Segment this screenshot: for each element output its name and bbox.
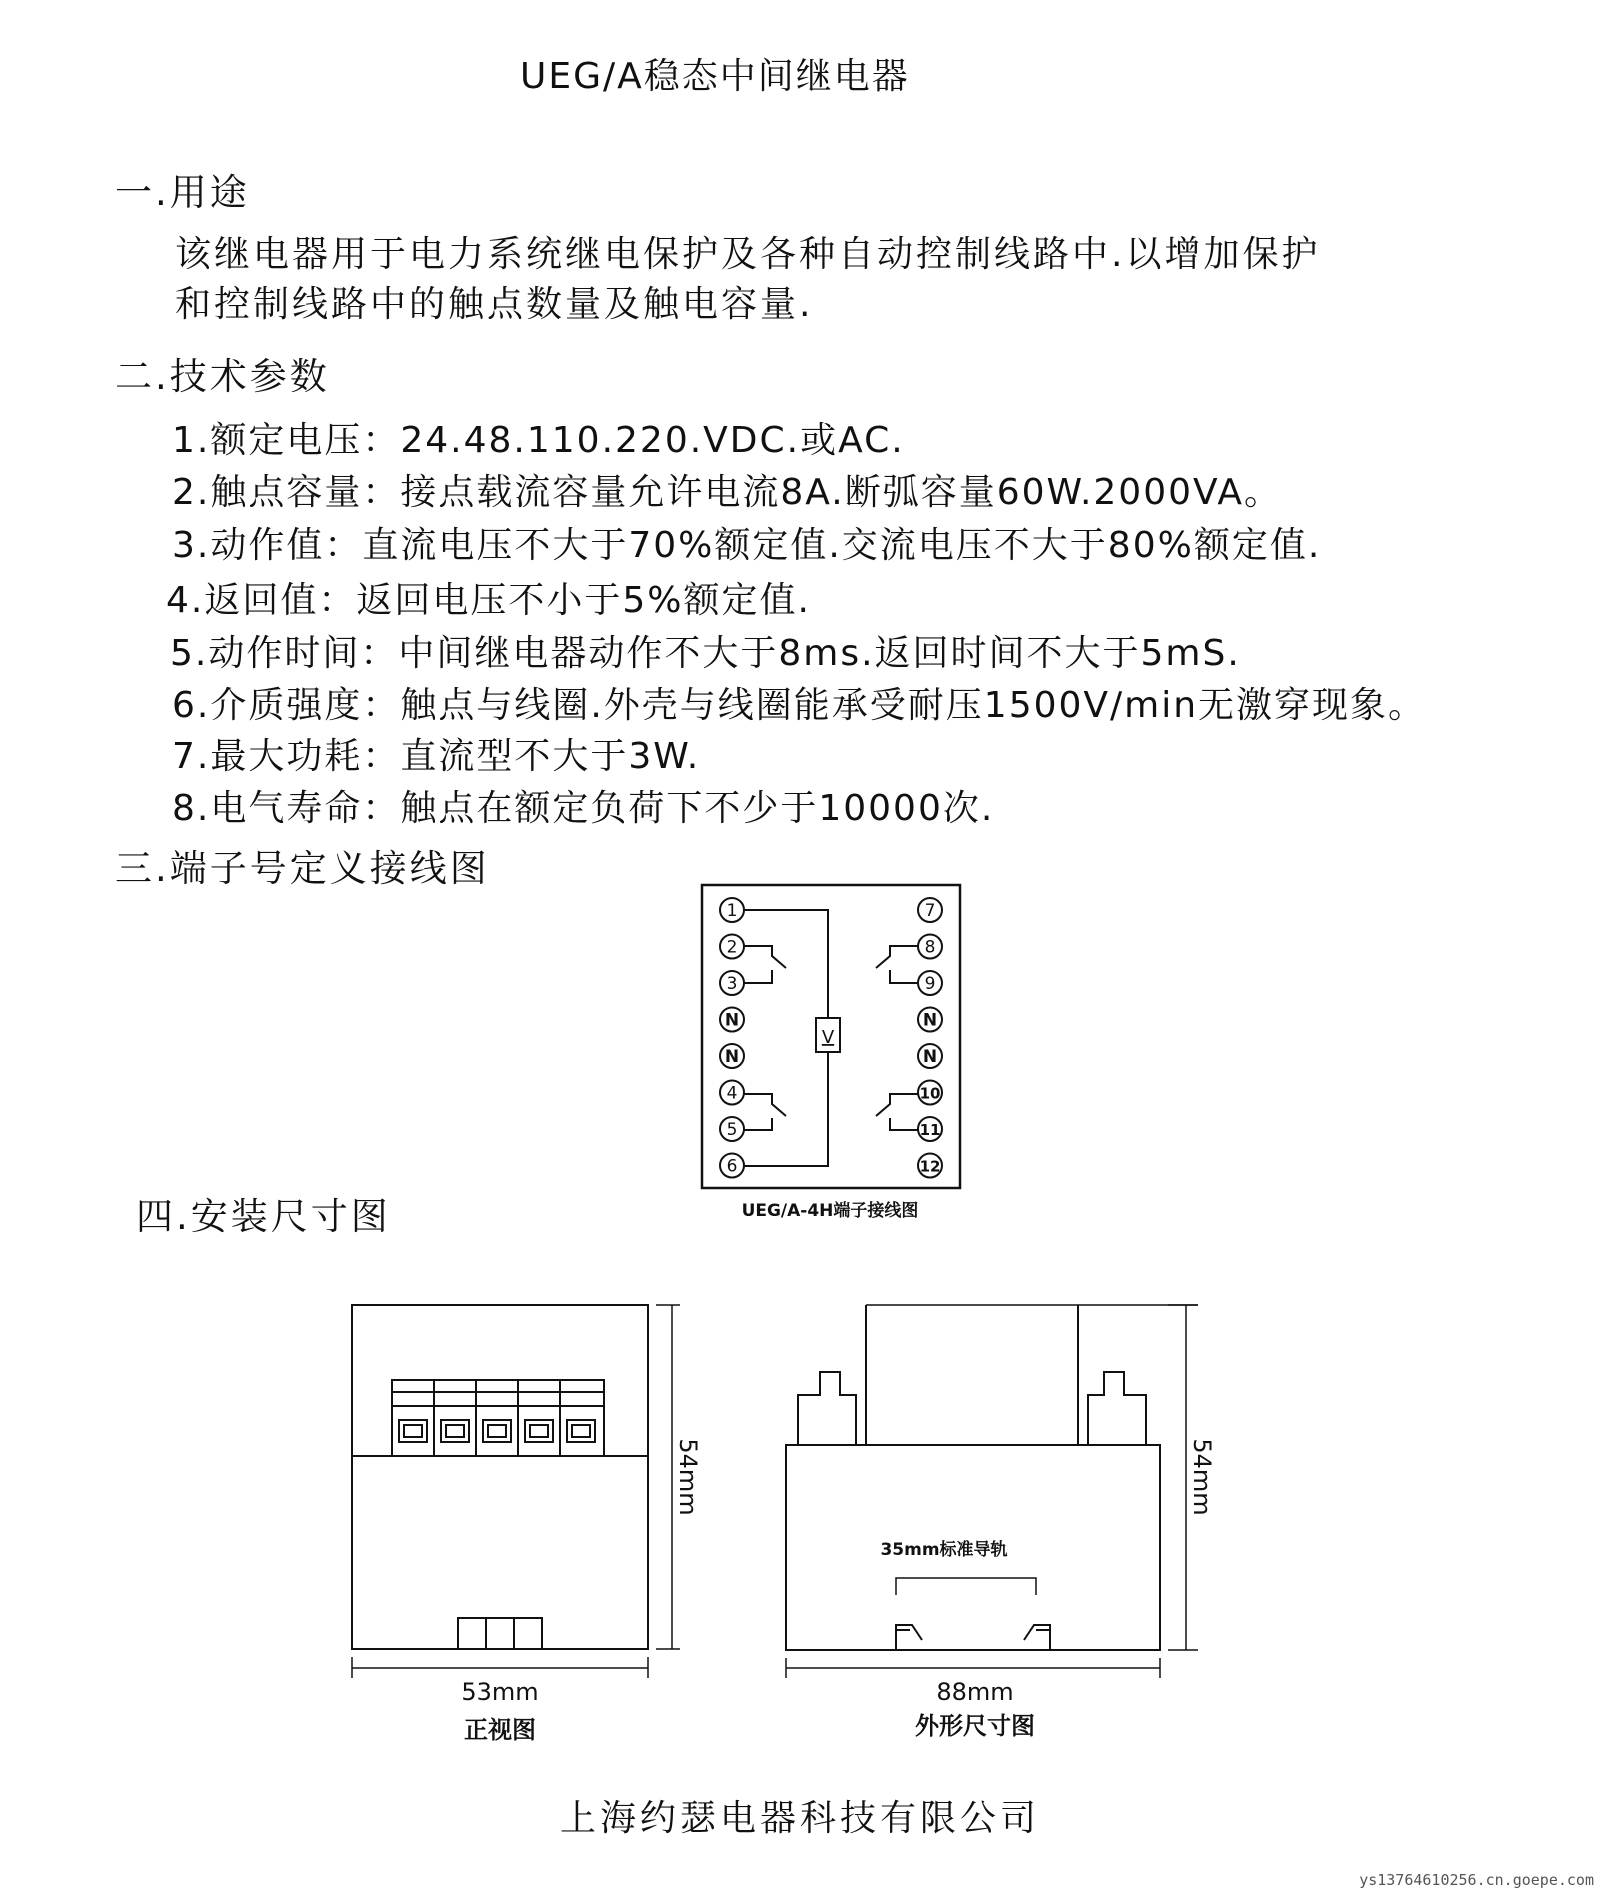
spec-item-1: 1.额定电压：24.48.110.220.VDC.或AC.: [172, 420, 905, 461]
watermark: ys13764610256.cn.goepe.com: [1359, 1871, 1594, 1889]
spec-item-7: 7.最大功耗：直流型不大于3W.: [172, 736, 701, 777]
rail-bracket: [896, 1578, 1036, 1595]
terminal-right-label-3: 9: [924, 974, 936, 994]
page-title: UEG/A稳态中间继电器: [520, 56, 910, 97]
front-height-label: 54mm: [674, 1438, 702, 1516]
terminal-right-label-7: 11: [919, 1121, 941, 1139]
terminal-left-label-4: N: [724, 1010, 740, 1031]
front-view-caption: 正视图: [464, 1716, 536, 1744]
contact-2-3-fixed: [744, 970, 772, 983]
terminal-left-label-3: 3: [726, 974, 738, 994]
contact-8-9-fixed: [890, 970, 918, 983]
side-width-label: 88mm: [936, 1678, 1014, 1706]
rail-label: 35mm标准导轨: [880, 1540, 1008, 1560]
company-name: 上海约瑟电器科技有限公司: [560, 1798, 1041, 1839]
side-view-caption: 外形尺寸图: [915, 1712, 1035, 1740]
section1-line-1: 该继电器用于电力系统继电保护及各种自动控制线路中.以增加保护: [175, 234, 1321, 275]
spec-item-4: 4.返回值：返回电压不小于5%额定值.: [166, 580, 811, 621]
front-view-outline: [352, 1305, 648, 1649]
din-rail: [896, 1625, 1050, 1650]
terminal-right-label-4: N: [922, 1010, 938, 1031]
side-width-dimension: [786, 1658, 1160, 1678]
section1-heading: 一.用途: [115, 171, 250, 214]
terminal-right-label-8: 12: [919, 1157, 941, 1176]
terminals-left: [720, 898, 744, 1178]
bottom-latch: [458, 1618, 542, 1649]
terminal-right-label-5: N: [922, 1047, 938, 1067]
section2-heading: 二.技术参数: [115, 355, 330, 398]
contact-2-3-moving: [744, 946, 786, 968]
spec-item-8: 8.电气寿命：触点在额定负荷下不少于10000次.: [172, 788, 995, 829]
contact-4-5-fixed: [744, 1118, 772, 1130]
terminal-right-label-2: 8: [924, 937, 936, 958]
spec-item-2: 2.触点容量：接点载流容量允许电流8A.断弧容量60W.2000VA。: [172, 472, 1282, 513]
side-view-drawing: [786, 1305, 1198, 1678]
terminal-block: [392, 1380, 604, 1456]
coil-wire-bottom: [744, 1052, 828, 1166]
side-top-body-walls: [866, 1305, 1078, 1445]
contact-10-11-fixed: [890, 1118, 918, 1130]
spec-item-3: 3.动作值：直流电压不大于70%额定值.交流电压不大于80%额定值.: [172, 525, 1322, 566]
terminal-left-label-6: 4: [726, 1083, 738, 1104]
spec-item-6: 6.介质强度：触点与线圈.外壳与线圈能承受耐压1500V/min无激穿现象。: [172, 685, 1427, 726]
section3-heading: 三.端子号定义接线图: [115, 847, 490, 890]
terminal-left-label-5: N: [724, 1047, 740, 1067]
terminals-right: [918, 898, 942, 1178]
contact-4-5-moving: [744, 1094, 786, 1116]
terminal-right-label-1: 7: [924, 901, 936, 921]
spec-item-5: 5.动作时间：中间继电器动作不大于8ms.返回时间不大于5mS.: [170, 633, 1241, 674]
left-clip: [798, 1372, 856, 1445]
terminal-left-label-7: 5: [726, 1120, 738, 1140]
section1-line-2: 和控制线路中的触点数量及触电容量.: [175, 284, 814, 325]
contact-10-11-moving: [876, 1094, 918, 1116]
section4-heading: 四.安装尺寸图: [136, 1195, 391, 1238]
wiring-caption: UEG/A-4H端子接线图: [741, 1201, 919, 1221]
side-height-label: 54mm: [1188, 1438, 1216, 1516]
coil-label: V: [821, 1027, 835, 1048]
front-width-label: 53mm: [461, 1678, 539, 1706]
front-width-dimension: [352, 1657, 648, 1678]
terminal-left-label-1: 1: [726, 901, 738, 921]
coil-wire-top: [744, 910, 828, 1018]
terminal-left-label-2: 2: [726, 937, 738, 958]
terminal-right-label-6: 10: [919, 1084, 941, 1103]
front-view-drawing: [352, 1305, 680, 1678]
terminal-left-label-8: 6: [726, 1156, 738, 1177]
right-clip: [1088, 1372, 1146, 1445]
contact-8-9-moving: [876, 946, 918, 968]
